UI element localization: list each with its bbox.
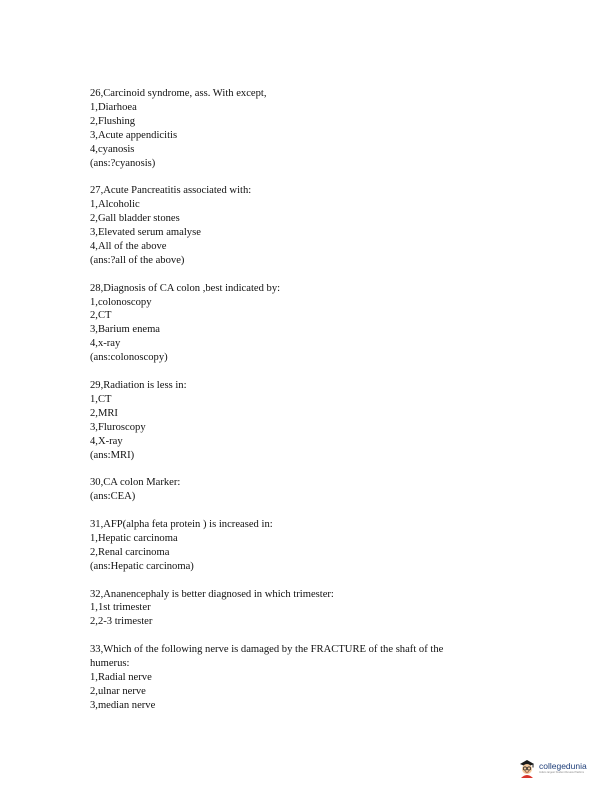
question-prompt: 26,Carcinoid syndrome, ass. With except, — [90, 88, 267, 99]
question-option: 1,Alcoholic — [90, 199, 140, 211]
question-option: 2,MRI — [90, 407, 118, 419]
question-option: 2,Gall bladder stones — [90, 213, 180, 225]
question-option: 4,x-ray — [90, 338, 121, 350]
logo-brand: collegedunia — [539, 760, 587, 771]
question-27 — [90, 184, 530, 267]
question-option: 1,Hepatic carcinoma — [90, 532, 178, 544]
question-option: 3,median nerve — [90, 699, 156, 711]
question-option: 2,ulnar nerve — [90, 685, 146, 697]
question-option: 3,Fluroscopy — [90, 421, 146, 433]
collegedunia-logo — [518, 755, 606, 781]
question-prompt: 28,Diagnosis of CA colon ,best indicated by: — [90, 282, 281, 294]
question-option: 4,All of the above — [90, 240, 167, 252]
question-option: 3,Barium enema — [90, 324, 161, 336]
logo-wordmark — [539, 762, 587, 775]
question-option: 2,Flushing — [90, 115, 136, 127]
question-answer: (ans:Hepatic carcinoma) — [90, 560, 194, 572]
question-option: 1,Radial nerve — [90, 671, 152, 683]
question-prompt: 33,Which of the following nerve is damaged by the FRACTURE of the shaft of the — [90, 644, 444, 656]
question-option: 2,CT — [90, 310, 112, 322]
question-prompt: 29,Radiation is less in: — [90, 379, 187, 391]
question-answer: (ans:?cyanosis) — [90, 157, 156, 169]
question-option: 2,2-3 trimester — [90, 616, 153, 628]
question-option: 1,colonoscopy — [90, 296, 152, 308]
question-option: 1,1st trimester — [90, 602, 151, 614]
question-answer: (ans:colonoscopy) — [90, 352, 168, 364]
question-list — [90, 87, 530, 727]
question-answer: (ans:CEA) — [90, 491, 136, 503]
question-33 — [90, 643, 530, 713]
question-prompt: 30,CA colon Marker: — [90, 477, 181, 489]
question-option: 4,cyanosis — [90, 143, 135, 155]
question-31 — [90, 518, 530, 574]
question-29 — [90, 379, 530, 462]
question-prompt: 27,Acute Pancreatitis associated with: — [90, 185, 252, 197]
question-option: 3,Acute appendicitis — [90, 129, 178, 141]
question-30 — [90, 476, 530, 504]
question-prompt: 31,AFP(alpha feta protein ) is increased in: — [90, 519, 273, 531]
question-28 — [90, 282, 530, 365]
question-option: 3,Elevated serum amalyse — [90, 227, 201, 239]
question-answer: (ans:?all of the above) — [90, 254, 185, 266]
question-option: 1,Diarhoea — [90, 101, 137, 113]
logo-tagline: India's largest Student Review Platform — [539, 770, 585, 774]
student-mascot-icon — [518, 758, 536, 778]
question-option: 2,Renal carcinoma — [90, 546, 170, 558]
question-32 — [90, 588, 530, 630]
question-answer: (ans:MRI) — [90, 449, 135, 461]
question-prompt: humerus: — [90, 658, 130, 670]
question-option: 1,CT — [90, 393, 112, 405]
question-prompt: 32,Ananencephaly is better diagnosed in which trimester: — [90, 588, 334, 600]
question-26 — [90, 87, 530, 170]
question-option: 4,X-ray — [90, 435, 123, 447]
